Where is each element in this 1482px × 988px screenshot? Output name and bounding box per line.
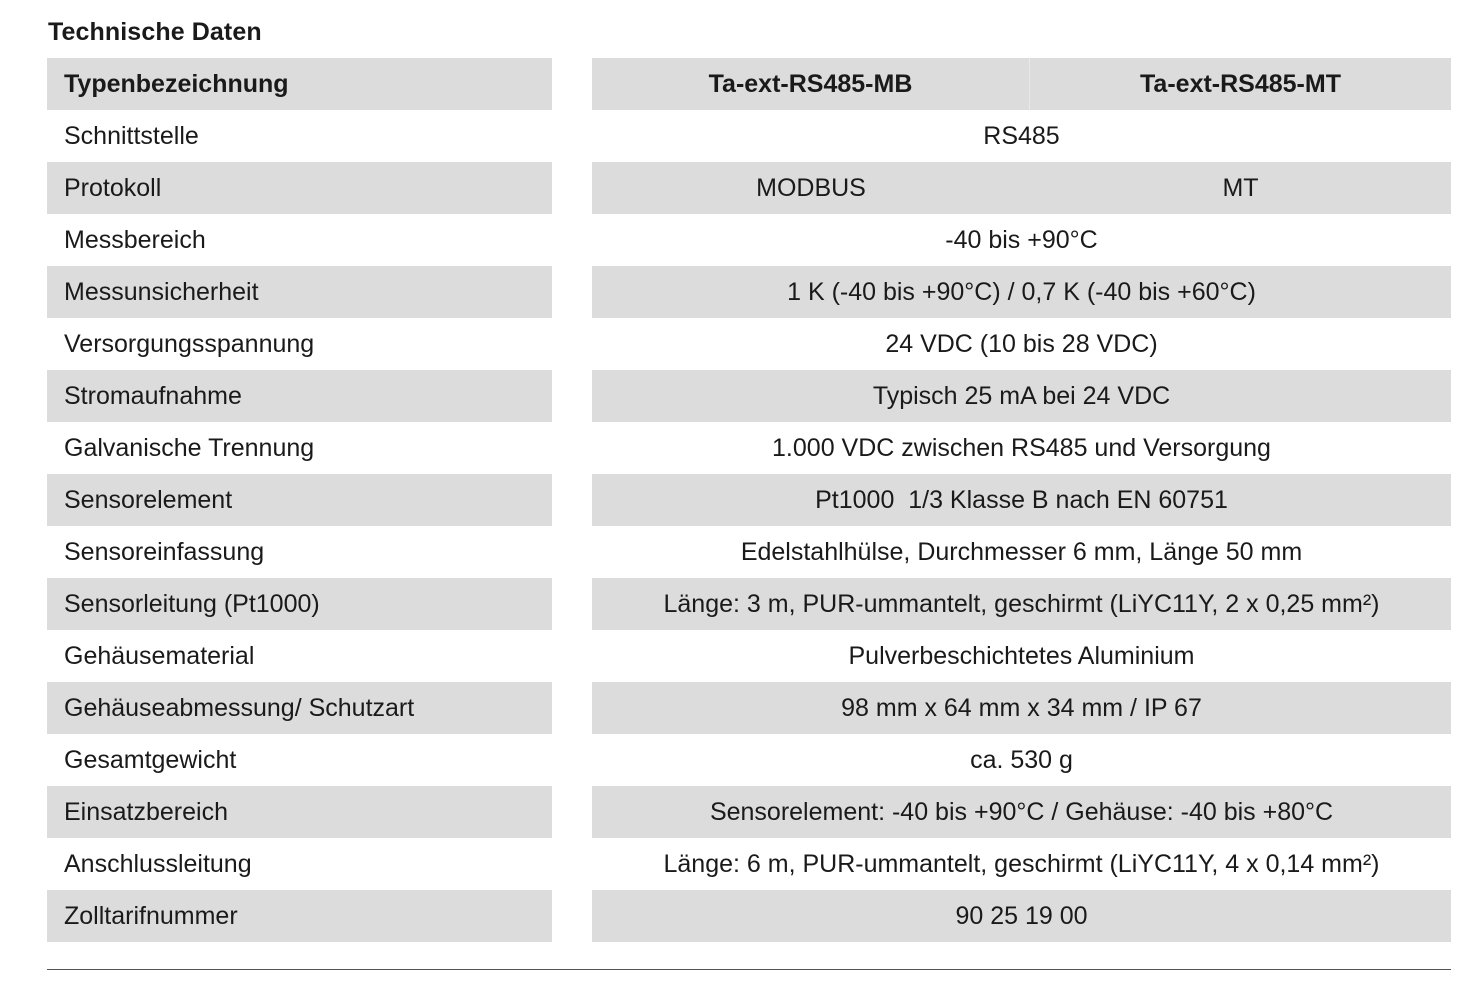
row-value: Sensorelement: -40 bis +90°C / Gehäuse: -40 bis +80°C — [592, 786, 1451, 838]
table-row — [47, 422, 1451, 474]
row-value: RS485 — [983, 122, 1060, 150]
header-label: Typenbezeichnung — [47, 58, 552, 110]
table-row — [47, 162, 1451, 214]
row-label: Galvanische Trennung — [64, 434, 315, 462]
table-row — [47, 578, 1451, 630]
table-row — [47, 110, 1451, 162]
row-label: Messunsicherheit — [47, 266, 552, 318]
table-row — [47, 838, 1451, 890]
row-label: Protokoll — [47, 162, 552, 214]
row-value: Pulverbeschichtetes Aluminium — [848, 642, 1195, 670]
row-label: Stromaufnahme — [47, 370, 552, 422]
row-value: 90 25 19 00 — [592, 890, 1451, 942]
row-label: Schnittstelle — [64, 122, 199, 150]
table-row — [47, 214, 1451, 266]
bottom-divider — [47, 969, 1451, 970]
row-label: Gehäusematerial — [64, 642, 255, 670]
row-label: Gesamtgewicht — [64, 746, 237, 774]
row-label: Sensoreinfassung — [64, 538, 265, 566]
row-label: Zolltarifnummer — [47, 890, 552, 942]
row-label: Messbereich — [64, 226, 206, 254]
row-value: 1.000 VDC zwischen RS485 und Versorgung — [772, 434, 1271, 462]
header-col-mt: Ta-ext-RS485-MT — [1030, 58, 1451, 110]
table-row — [47, 318, 1451, 370]
row-label: Sensorleitung (Pt1000) — [47, 578, 552, 630]
row-value: Pt1000 1/3 Klasse B nach EN 60751 — [592, 474, 1451, 526]
row-value-mt: MT — [1030, 162, 1451, 214]
row-value: 1 K (-40 bis +90°C) / 0,7 K (-40 bis +60°C) — [592, 266, 1451, 318]
row-value: 98 mm x 64 mm x 34 mm / IP 67 — [592, 682, 1451, 734]
row-value: 24 VDC (10 bis 28 VDC) — [885, 330, 1158, 358]
row-label: Anschlussleitung — [64, 850, 252, 878]
row-value: Typisch 25 mA bei 24 VDC — [592, 370, 1451, 422]
row-label: Gehäuseabmessung/ Schutzart — [47, 682, 552, 734]
table-row — [47, 474, 1451, 526]
row-value: Edelstahlhülse, Durchmesser 6 mm, Länge 50 mm — [740, 538, 1303, 566]
row-value-mb: MODBUS — [592, 162, 1030, 214]
table-row — [47, 786, 1451, 838]
table-row — [47, 526, 1451, 578]
row-label: Einsatzbereich — [47, 786, 552, 838]
table-row — [47, 682, 1451, 734]
row-value: Länge: 3 m, PUR-ummantelt, geschirmt (LiYC11Y, 2 x 0,25 mm²) — [592, 578, 1451, 630]
row-value: Länge: 6 m, PUR-ummantelt, geschirmt (LiYC11Y, 4 x 0,14 mm²) — [663, 850, 1380, 878]
row-label: Sensorelement — [47, 474, 552, 526]
row-value: ca. 530 g — [970, 746, 1073, 774]
table-row — [47, 890, 1451, 942]
table-row — [47, 734, 1451, 786]
row-label: Versorgungsspannung — [64, 330, 315, 358]
table-row — [47, 266, 1451, 318]
table-row — [47, 630, 1451, 682]
page-title: Technische Daten — [48, 18, 262, 46]
table-header-row — [47, 58, 1451, 110]
spec-table — [47, 58, 1451, 942]
header-col-mb: Ta-ext-RS485-MB — [592, 58, 1030, 110]
table-row — [47, 370, 1451, 422]
row-value: -40 bis +90°C — [945, 226, 1098, 254]
